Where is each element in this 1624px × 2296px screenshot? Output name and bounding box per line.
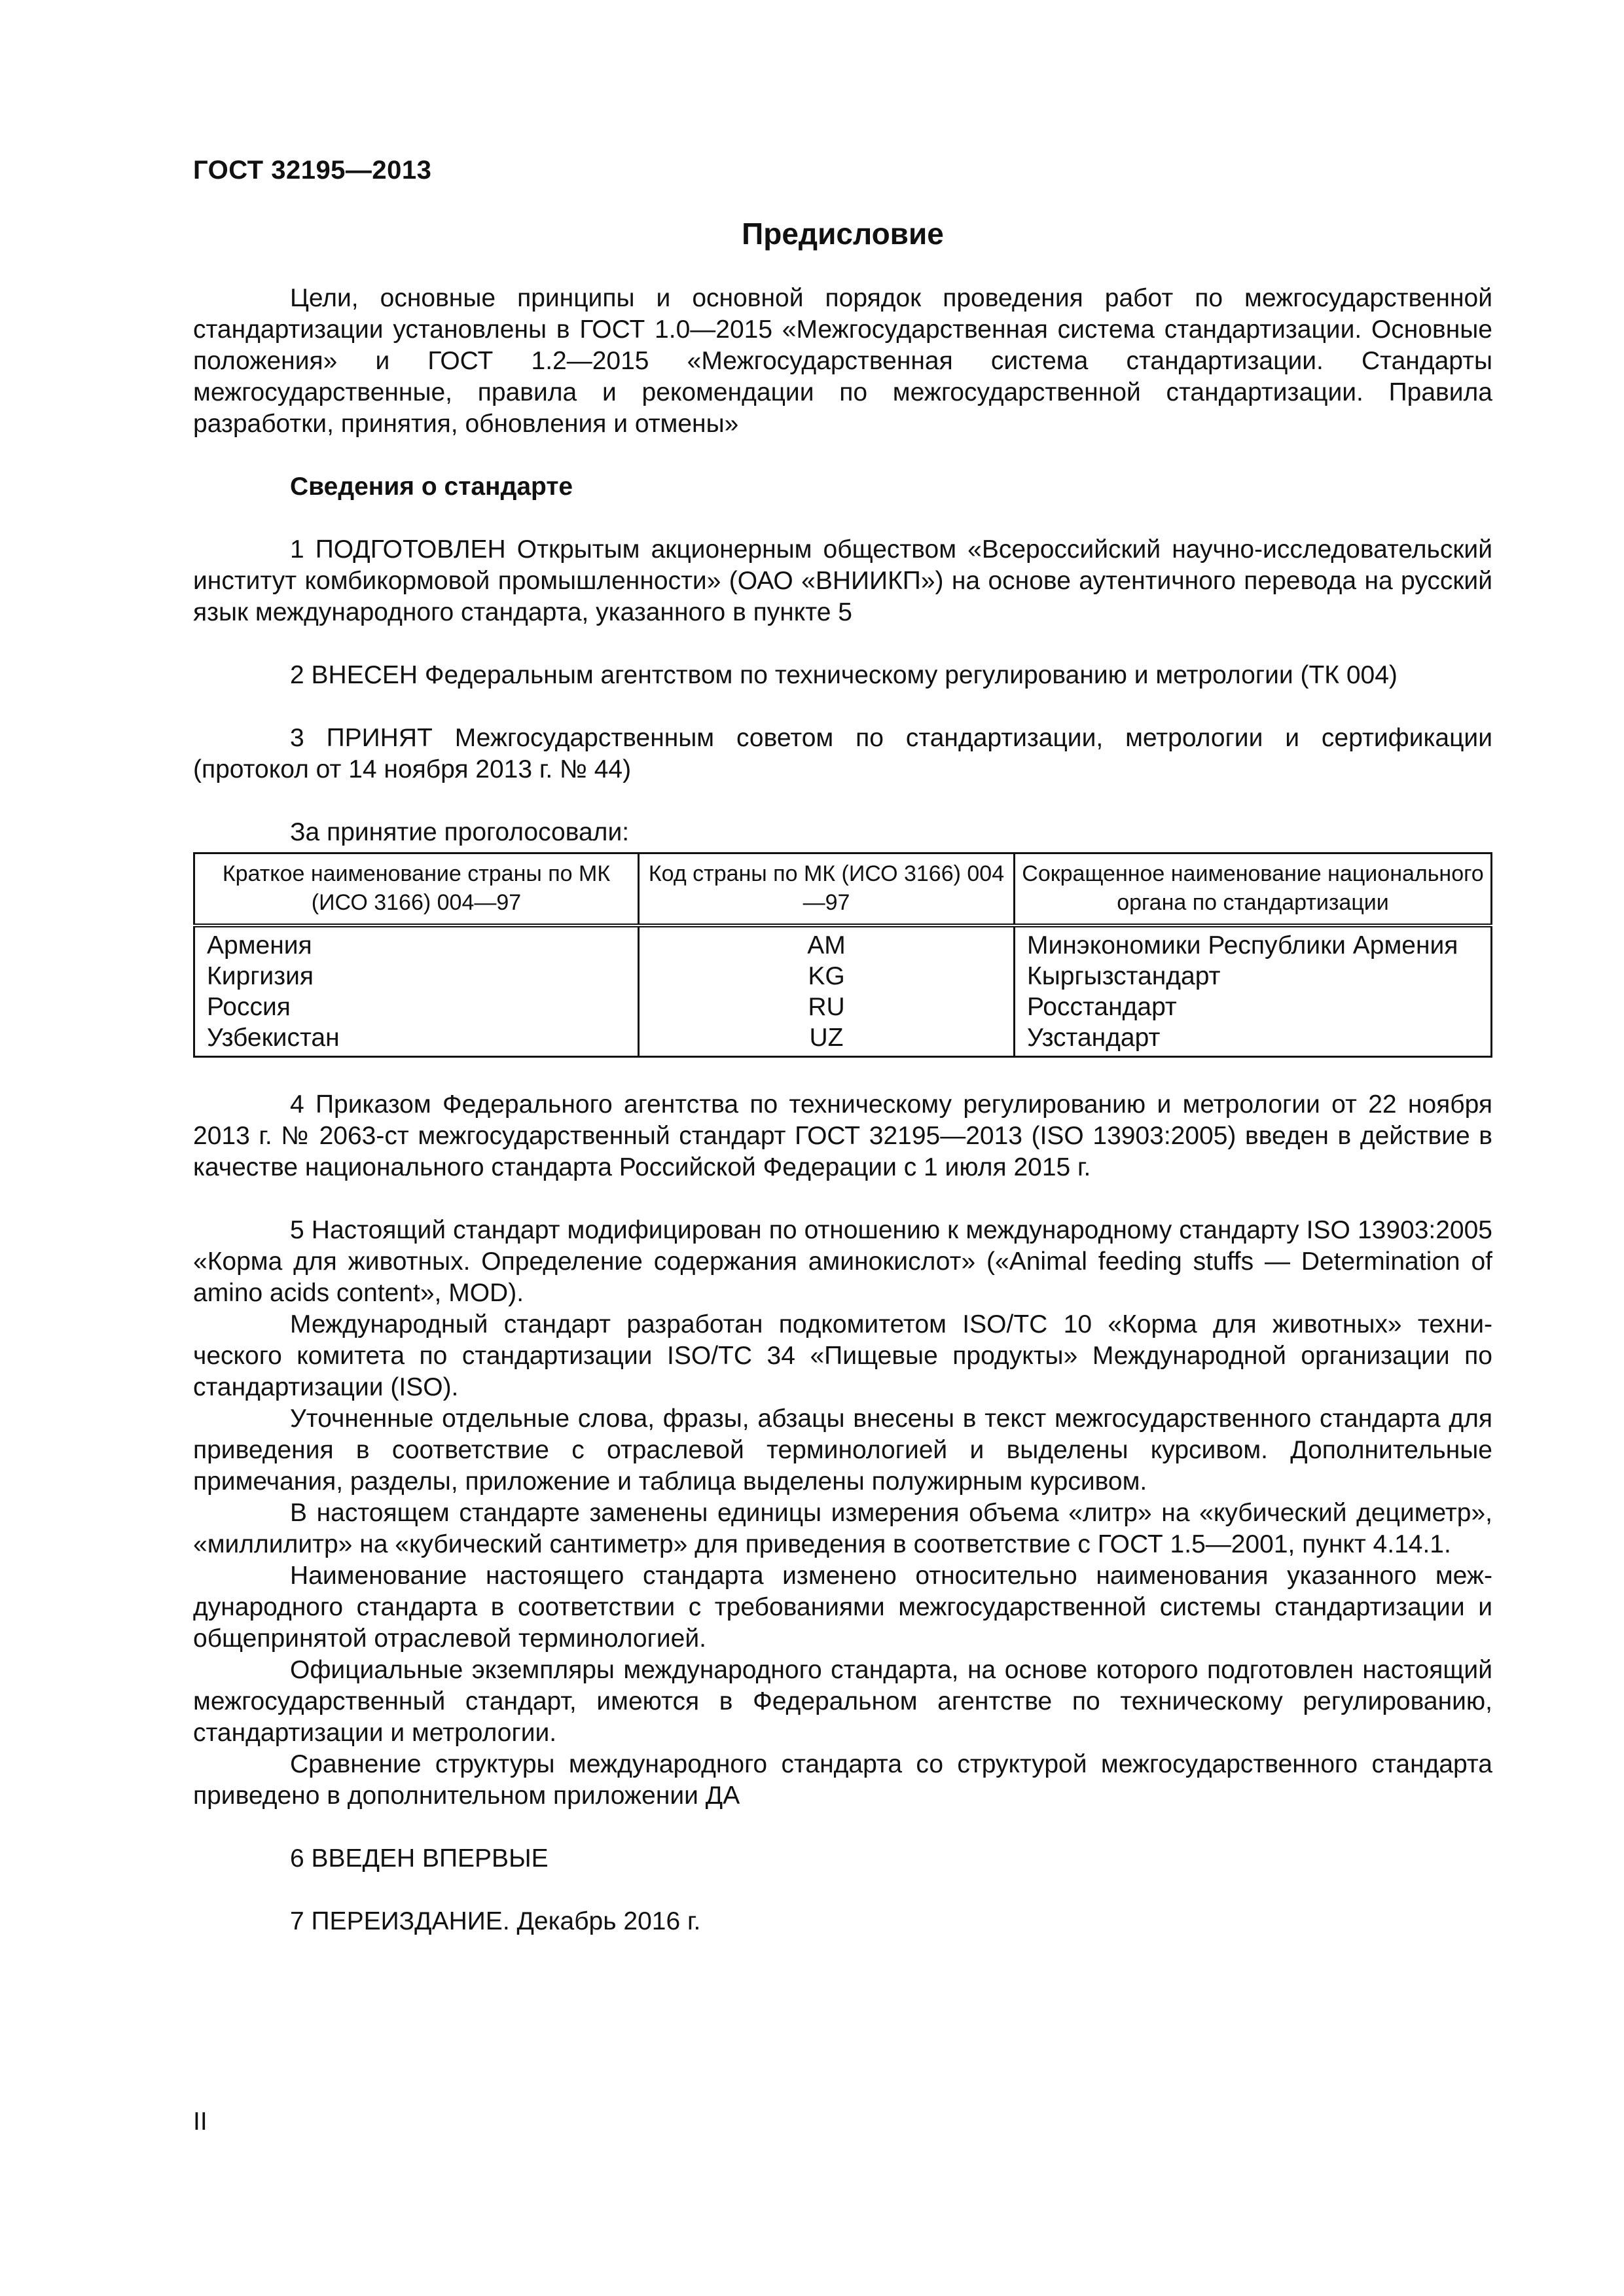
country-name: Россия xyxy=(194,992,639,1022)
spacer xyxy=(193,1058,1492,1089)
country-code: AM xyxy=(639,925,1015,961)
item-5-paragraph-2: Международный стандарт разработан подкомитетом ISO/TC 10 «Корма для животных» технического комитета по стандартизации ISO/TC 34 «Пищевые продукты» Международной организации по стандартизации (ISO). xyxy=(193,1310,1492,1401)
country-name: Киргизия xyxy=(194,961,639,992)
national-body: Росстандарт xyxy=(1015,992,1492,1022)
item-6: 6 ВВЕДЕН ВПЕРВЫЕ xyxy=(290,1844,549,1873)
page-number: II xyxy=(193,2108,208,2136)
item-2: 2 ВНЕСЕН Федеральным агентством по техническому регулированию и метрологии (ТК 004) xyxy=(290,661,1398,689)
intro-paragraph: Цели, основные принципы и основной порядок проведения работ по межгосударственной стандартизации установлены в ГОСТ 1.0—2015 «Межгосударственная система стандартизации. Основные положения» и ГОСТ 1.2—2015 «Межгосударственная система стандартизации. Стандарты межгосударственные, правила и рекомендации по межгосударственной стандартизации. Правила разработки, принятия, обновления и отмены» xyxy=(193,284,1492,438)
spacer xyxy=(193,691,1492,723)
country-code: RU xyxy=(639,992,1015,1022)
country-name: Армения xyxy=(194,925,639,961)
table-row xyxy=(194,961,1492,992)
item-7: 7 ПЕРЕИЗДАНИЕ. Декабрь 2016 г. xyxy=(290,1907,701,1935)
vote-table-header-code: Код страны по МК (ИСО 3166) 004—97 xyxy=(639,853,1015,926)
vote-intro: За принятие проголосовали: xyxy=(290,818,630,846)
spacer xyxy=(193,628,1492,660)
document-body xyxy=(193,283,1492,1937)
spacer xyxy=(193,440,1492,471)
item-5-paragraph-6: Официальные экземпляры международного стандарта, на основе которого подготовлен настоящий межгосударственный стандарт, имеются в Федеральном агентстве по техническому регулированию, стандартизации и метрологии. xyxy=(193,1656,1492,1747)
spacer xyxy=(193,1183,1492,1215)
spacer xyxy=(193,785,1492,817)
table-row xyxy=(194,925,1492,961)
item-5-paragraph-7: Сравнение структуры международного стандарта со структурой межгосударственного стандарта приведено в дополнительном приложении ДА xyxy=(193,1750,1492,1810)
spacer xyxy=(193,503,1492,534)
national-body: Минэкономики Республики Армения xyxy=(1015,925,1492,961)
national-body: Узстандарт xyxy=(1015,1022,1492,1057)
spacer xyxy=(193,1874,1492,1906)
vote-table-header-body: Сокращенное наименование национального органа по стандартизации xyxy=(1015,853,1492,926)
table-row xyxy=(194,1022,1492,1057)
vote-table-header-country: Краткое наименование страны по МК (ИСО 3166) 004—97 xyxy=(194,853,639,926)
page-title: Предисловие xyxy=(742,217,944,251)
table-row xyxy=(194,992,1492,1022)
item-5-paragraph-3: Уточненные отдельные слова, фразы, абзацы внесены в текст межгосударственного стандарта для приведения в соответствие с отраслевой терминологией и выделены курсивом. Дополнительные примечания, разделы, приложение и таблица выделены полужирным курсивом. xyxy=(193,1405,1492,1496)
country-code: UZ xyxy=(639,1022,1015,1057)
item-5: 5 Настоящий стандарт модифицирован по отношению к международному стандарту ISO 13903:2005 «Корма для животных. Определение содержания аминокислот» («Animal feeding stuffs — Determination of amino acids content», MOD). xyxy=(193,1216,1492,1307)
document-id: ГОСТ 32195—2013 xyxy=(193,156,432,185)
item-4: 4 Приказом Федерального агентства по техническому регулированию и метрологии от 22 ноября 2013 г. № 2063-ст межгосударственный стандарт ГОСТ 32195—2013 (ISO 13903:2005) введен в действие в качестве национального стандарта Российской Федерации с 1 июля 2015 г. xyxy=(193,1090,1492,1181)
item-5-paragraph-4: В настоящем стандарте заменены единицы измерения объема «литр» на «кубический дециметр», «миллилитр» на «кубический сантиметр» для приведения в соответствие с ГОСТ 1.5—2001, пункт 4.14.1. xyxy=(193,1499,1492,1558)
item-1: 1 ПОДГОТОВЛЕН Открытым акционерным обществом «Всероссийский научно-исследовательский институт комбикормовой промышленности» (ОАО «ВНИИКП») на основе аутентичного перевода на русский язык международного стандарта, указанного в пункте 5 xyxy=(193,535,1492,626)
vote-table xyxy=(193,852,1492,1058)
country-name: Узбекистан xyxy=(194,1022,639,1057)
item-3: 3 ПРИНЯТ Межгосударственным советом по стандартизации, метрологии и сертификации (протокол от 14 ноября 2013 г. № 44) xyxy=(193,724,1492,783)
section-heading: Сведения о стандарте xyxy=(290,473,573,501)
vote-table-header-row xyxy=(194,853,1492,926)
national-body: Кыргызстандарт xyxy=(1015,961,1492,992)
item-5-paragraph-5: Наименование настоящего стандарта изменено относительно наименования указанного международного стандарта в соответствии с требованиями межгосударственной системы стандартизации и общепринятой отраслевой терминологией. xyxy=(193,1562,1492,1653)
country-code: KG xyxy=(639,961,1015,992)
spacer xyxy=(193,1812,1492,1843)
